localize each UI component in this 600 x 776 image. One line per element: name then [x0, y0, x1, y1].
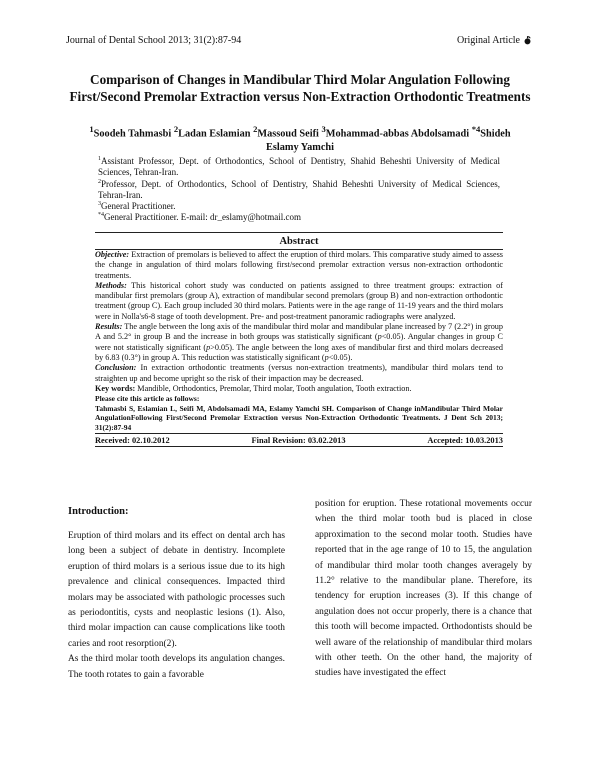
author-mark: 2: [173, 124, 179, 134]
results-label: Results:: [95, 322, 123, 332]
abstract-heading: Abstract: [95, 233, 503, 250]
cite-label: Please cite this article as follows:: [95, 394, 200, 404]
accepted-date: Accepted: 10.03.2013: [427, 436, 503, 446]
p-value-symbol: p: [206, 342, 211, 352]
right-column: [315, 497, 532, 682]
intro-paragraph: position for eruption. These rotational movements occur when the third molar tooth bud is placed in close approximation to the second molar tooth. Studies have reported that in the age range of 10 to 15, the angulation of mandibular third molar tooth changes averagely by 11.2° relative to the mandibular plane. Therefore, its tendency for eruption increases (3). If this change of angulation does not occur properly, there is a chance that this tooth will become impacted. Orthodontists should be well aware of the relationship of mandibular third molars with other teeth. On the other hand, the majority of studies have investigated the effect: [315, 499, 532, 679]
open-access-icon: [523, 36, 532, 45]
conclusion-label: Conclusion:: [95, 363, 137, 373]
abstract-results: [95, 322, 503, 363]
results-text: <0.05). Angular changes in group C were not statistically significant (: [95, 332, 503, 352]
keywords-label: Key words:: [95, 383, 136, 393]
article-type: [457, 35, 532, 46]
author-name: Soodeh Tahmasbi: [93, 128, 172, 140]
author-list: [88, 123, 512, 154]
introduction-heading: Introduction:: [68, 506, 129, 517]
affiliation: [98, 154, 500, 178]
affiliation-mark: 1: [98, 156, 101, 162]
affiliation-mark: *4: [98, 212, 104, 218]
author-mark: 1: [89, 124, 94, 134]
objective-text: Extraction of premolars is believed to affect the eruption of third molars. This comparative study aimed to assess the change in angulation of third molars following first/second premolar extraction versus non-extraction orthodontic treatments.: [95, 250, 503, 280]
affiliation-text: General Practitioner. E-mail: dr_eslamy@hotmail.com: [104, 212, 301, 222]
p-value-symbol: p: [324, 352, 329, 362]
affiliation-mark: 3: [98, 201, 101, 207]
abstract-objective: [95, 250, 503, 281]
abstract-body: [95, 250, 503, 432]
results-text: <0.05).: [328, 352, 353, 362]
affiliation-text: Assistant Professor, Dept. of Orthodontics, School of Dentistry, Shahid Beheshti University of Medical Sciences, Tehran-Iran.: [98, 156, 500, 177]
author-name: Ladan Eslamian: [178, 128, 251, 140]
affiliation-mark: 2: [98, 179, 101, 185]
author-mark: 3: [321, 124, 326, 134]
keywords-text: Mandible, Orthodontics, Premolar, Third molar, Tooth angulation, Tooth extraction.: [135, 383, 412, 393]
affiliation-text: General Practitioner.: [101, 201, 176, 211]
abstract-methods: [95, 281, 503, 322]
left-column: [68, 529, 285, 683]
abstract-keywords: [95, 384, 503, 394]
methods-label: Methods:: [95, 280, 127, 290]
conclusion-text: In extraction orthodontic treatments (versus non-extraction treatments), mandibular third molars tend to straighten up and become upright so the risk of their impaction may be decreased.: [95, 363, 503, 383]
received-date: Received: 02.10.2012: [95, 436, 170, 446]
cite-text: Tahmasbi S, Eslamian L, Seifi M, Abdolsamadi MA, Eslamy Yamchi SH. Comparison of Change inMandibular Third Molar AngulationFollowing First/Second Premolar Extraction versus Non-Extraction Orthodontic Treatments. J Dent Sch 2013; 31(2):87-94: [95, 403, 503, 432]
intro-paragraph: As the third molar tooth develops its angulation changes. The tooth rotates to gain a favorable: [68, 654, 285, 680]
author-name: Mohammad-abbas Abdolsamadi: [325, 128, 470, 140]
author-name: Shideh Eslamy Yamchi: [266, 128, 511, 153]
author-mark: *4: [471, 124, 481, 134]
article-dates: [95, 433, 503, 446]
results-text: The angle between the long axis of the mandibular third molar and mandibular plane increased by 7 (2.2°) in group A and 5.2° in group B and the increase in both groups was statistically significant (: [95, 322, 503, 342]
intro-paragraph: Eruption of third molars and its effect on dental arch has long been a subject of debate in dentistry. Incomplete eruption of third molars is a serious issue due to its high prevalence and clinical consequences. Impacted third molars may be associated with pathologic processes such as periodontitis, cysts and neoplastic lesions (1). Also, third molar impaction can cause complications like tooth caries and root resorption(2).: [68, 531, 285, 649]
author-mark: 2: [253, 124, 258, 134]
article-type-label: Original Article: [456, 35, 520, 46]
affiliation-text: Professor, Dept. of Orthodontics, School of Dentistry, Shahid Beheshti University of Medical Sciences, Tehran-Iran.: [98, 179, 500, 200]
journal-citation: Journal of Dental School 2013; 31(2):87-94: [66, 35, 242, 46]
final-revision-date: Final Revision: 03.02.2013: [251, 436, 346, 446]
abstract-conclusion: [95, 363, 503, 384]
p-value-symbol: p: [377, 332, 382, 342]
author-name: Massoud Seifi: [257, 128, 319, 140]
methods-text: This historical cohort study was conducted on patients assigned to three treatment groups: extraction of mandibular first premolars (group A), extraction of mandibular second premolars (group B) and non-extraction orthodontic treatment (group C). Each group included 30 third molars. Patients were in the age range of 11-19 years and the third molars were in Nolla's6-8 stage of tooth development. Pre- and post-treatment panoramic radiographs were analyzed.: [95, 280, 503, 321]
results-text: >0.05). The angle between the long axes of mandibular first and third molars decreased by 6.83 (0.3°) in group A. This reduction was statistically significant (: [95, 342, 503, 362]
objective-label: Objective:: [95, 250, 130, 259]
abstract-box: [95, 232, 503, 447]
affiliation: [98, 210, 500, 223]
affiliation: [98, 177, 500, 201]
article-title: Comparison of Changes in Mandibular Third Molar Angulation Following First/Second Premolar Extraction versus Non-Extraction Orthodontic Treatments: [69, 72, 531, 104]
